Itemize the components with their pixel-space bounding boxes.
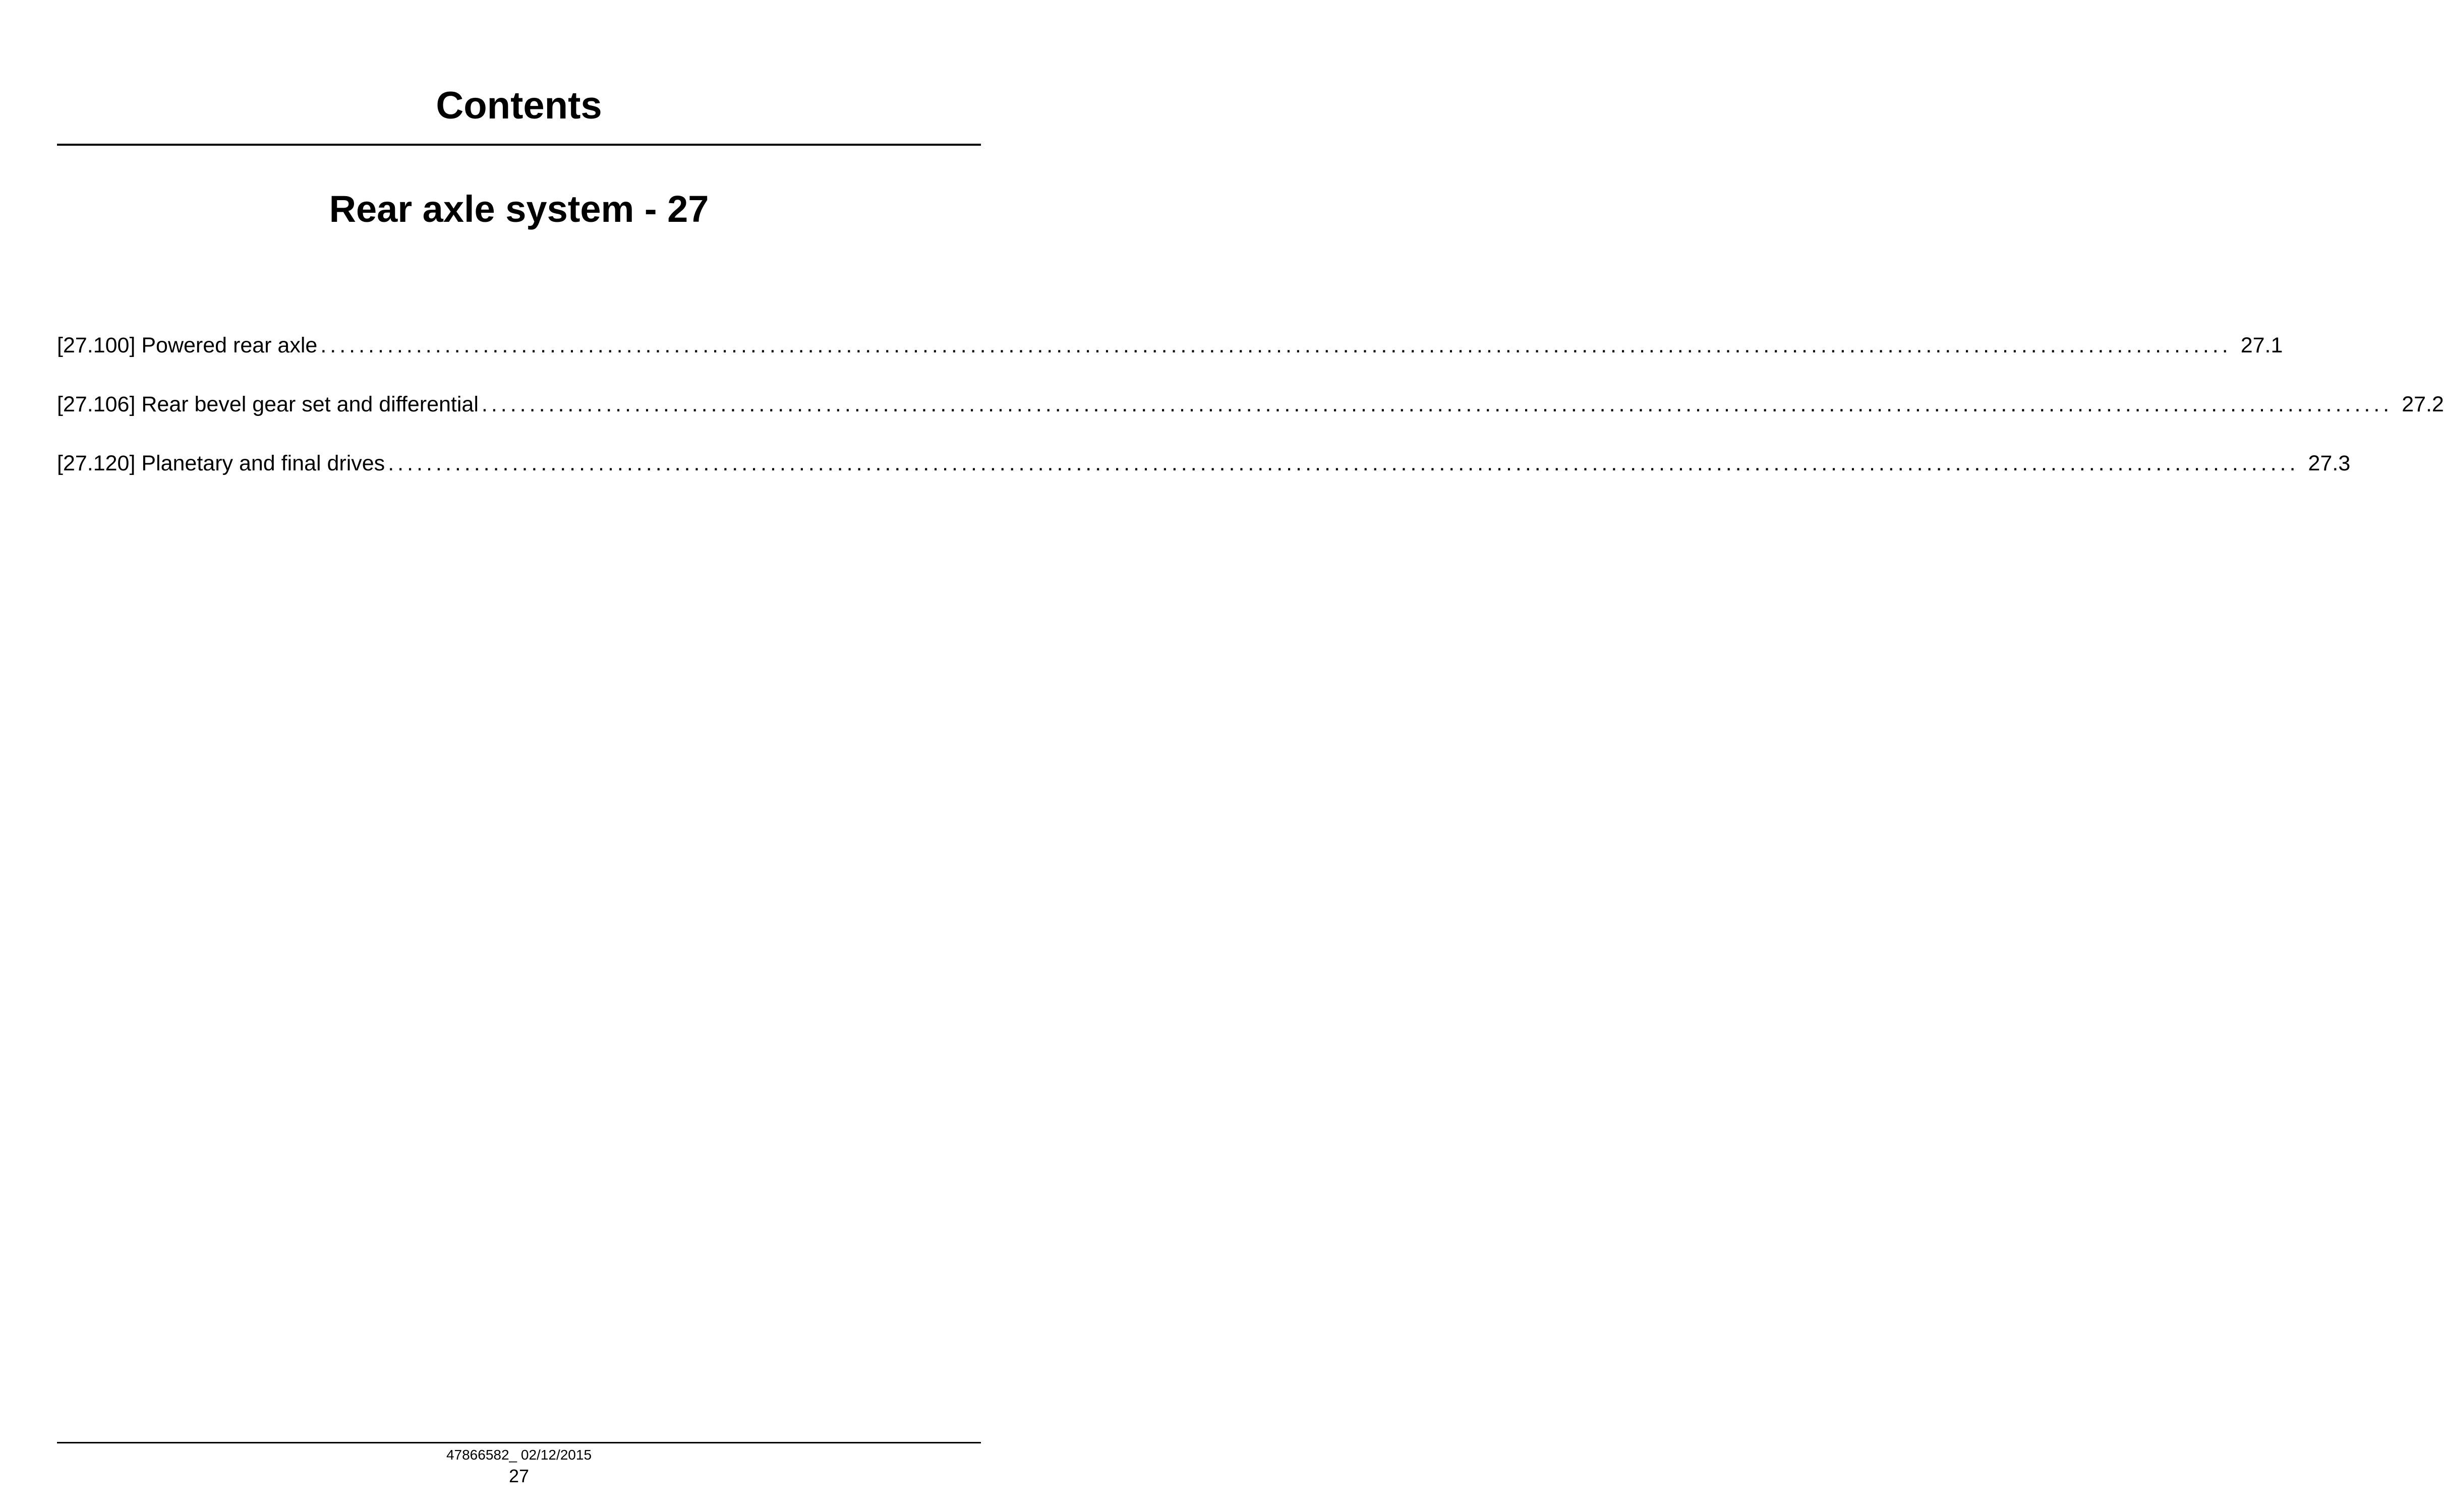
toc-entry-label: [27.120] Planetary and final drives [57,451,385,475]
toc-entry-27-120[interactable] [57,451,2351,476]
footer-page-number: 27 [508,1466,530,1486]
toc-entry-page: 27.3 [2308,451,2351,475]
table-of-contents [57,333,2444,510]
toc-entry-page: 27.2 [2402,392,2444,416]
footer-document-code: 47866582_ 02/12/2015 [446,1447,592,1463]
toc-entry-label: [27.100] Powered rear axle [57,333,318,357]
toc-entry-page: 27.1 [2240,333,2283,357]
title-divider [57,144,981,146]
toc-entry-27-106[interactable] [57,392,2444,417]
toc-leader-dots: ........................................................................................................................................................................................................ [481,392,2393,416]
page-title: Contents [436,84,602,127]
section-title: Rear axle system - 27 [329,188,709,230]
toc-entry-27-100[interactable] [57,333,2283,358]
toc-leader-dots: ........................................................................................................................................................................................................ [388,451,2299,475]
toc-leader-dots: ........................................................................................................................................................................................................ [320,333,2232,357]
toc-entry-label: [27.106] Rear bevel gear set and differential [57,392,479,416]
footer-divider [57,1442,981,1443]
